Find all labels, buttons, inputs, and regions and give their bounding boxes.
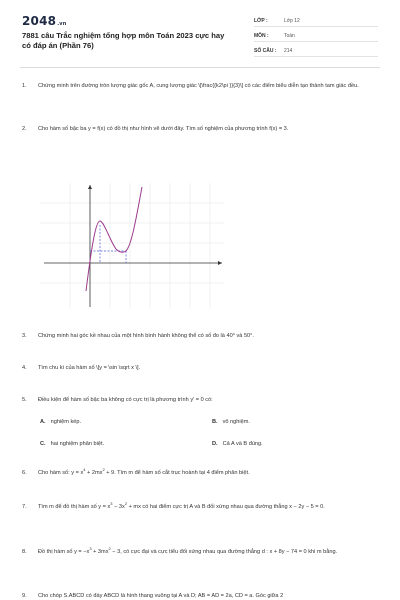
graph-grid	[40, 183, 224, 309]
question-text: Chứng minh hai góc kề nhau của một hình bình hành không thể có số đo là 40° và 50°.	[38, 333, 254, 339]
question-text: Cho hàm số: $y = x^4 + 2mx^2 + 9$. Tìm m để hàm số cắt trục hoành tại 4 điểm phân biệt.	[38, 467, 250, 476]
meta-label: MÔN :	[254, 33, 269, 39]
option-text: vô nghiệm.	[222, 419, 250, 425]
option-letter: D.	[212, 441, 218, 447]
page-header	[0, 0, 400, 62]
option-d[interactable]	[212, 441, 263, 447]
option-text: hai nghiệm phân biệt.	[50, 441, 105, 447]
question-number: 8.	[22, 549, 27, 555]
site-logo[interactable]	[22, 14, 67, 28]
meta-row-count	[254, 44, 378, 57]
option-text: nghiệm kép.	[50, 419, 82, 425]
option-text: Cả A và B đúng.	[222, 441, 263, 447]
option-a[interactable]	[40, 419, 81, 425]
option-b[interactable]	[212, 419, 250, 425]
option-c[interactable]	[40, 441, 104, 447]
meta-row-subject	[254, 29, 378, 42]
question-number: 4.	[22, 365, 27, 371]
document-title: 7881 câu Trắc nghiệm tổng hợp môn Toán 2023 cực hay có đáp án (Phần 76)	[22, 31, 225, 50]
cubic-function-graph	[40, 183, 224, 309]
question-text: Tìm m để đồ thị hàm số $y = x^3 - 3x^2$ + mx có hai điểm cực trị A và B đối xứng nhau qua đường thẳng x − 2y − 5 = 0.	[38, 501, 325, 510]
question-number: 5.	[22, 397, 27, 403]
question-number: 1.	[22, 83, 27, 89]
question-text: Chứng minh trên đường tròn lượng giác gốc A, cung lượng giác \[\frac{{k2\pi }}{3}\] có các điểm biểu diễn tạo thành tam giác đều.	[38, 83, 359, 89]
option-letter: A.	[40, 419, 46, 425]
meta-value: 214	[284, 48, 293, 54]
y-axis-arrow-icon	[88, 185, 92, 189]
question-number: 6.	[22, 470, 27, 476]
logo-main: 2048	[22, 14, 57, 28]
question-text: Điều kiện để hàm số bậc ba không có cực trị là phương trình y' = 0 có:	[38, 397, 213, 403]
question-number: 3.	[22, 333, 27, 339]
meta-value: Lớp 12	[284, 18, 300, 24]
question-text: Đồ thị hàm số $y = -x^3 + 3mx^2 - 3$, có cực đại và cực tiểu đối xứng nhau qua đường thẳng d : x + 8y − 74 = 0 khi m bằng.	[38, 546, 338, 555]
x-axis-arrow-icon	[218, 261, 222, 265]
header-divider	[20, 67, 380, 68]
logo-sub: .vn	[57, 21, 67, 27]
meta-label: SỐ CÂU :	[254, 48, 277, 54]
question-number: 9.	[22, 593, 27, 599]
question-number: 7.	[22, 504, 27, 510]
meta-row-grade	[254, 14, 378, 27]
meta-label: LỚP :	[254, 18, 268, 24]
meta-value: Toán	[284, 33, 295, 39]
question-text: Cho chóp S.ABCD có đáy ABCD là hình thang vuông tại A và D; AB = AD = 2a, CD = a. Góc giữa 2	[38, 593, 284, 599]
option-letter: B.	[212, 419, 218, 425]
question-number: 2.	[22, 126, 27, 132]
question-text: Cho hàm số bậc ba y = f(x) có đồ thị như hình vẽ dưới đây. Tìm số nghiệm của phương trình f(x) = 3.	[38, 126, 289, 132]
question-text: Tìm chu kì của hàm số \[y = \sin \sqrt x \].	[38, 365, 141, 371]
option-letter: C.	[40, 441, 46, 447]
function-curve	[86, 187, 142, 291]
